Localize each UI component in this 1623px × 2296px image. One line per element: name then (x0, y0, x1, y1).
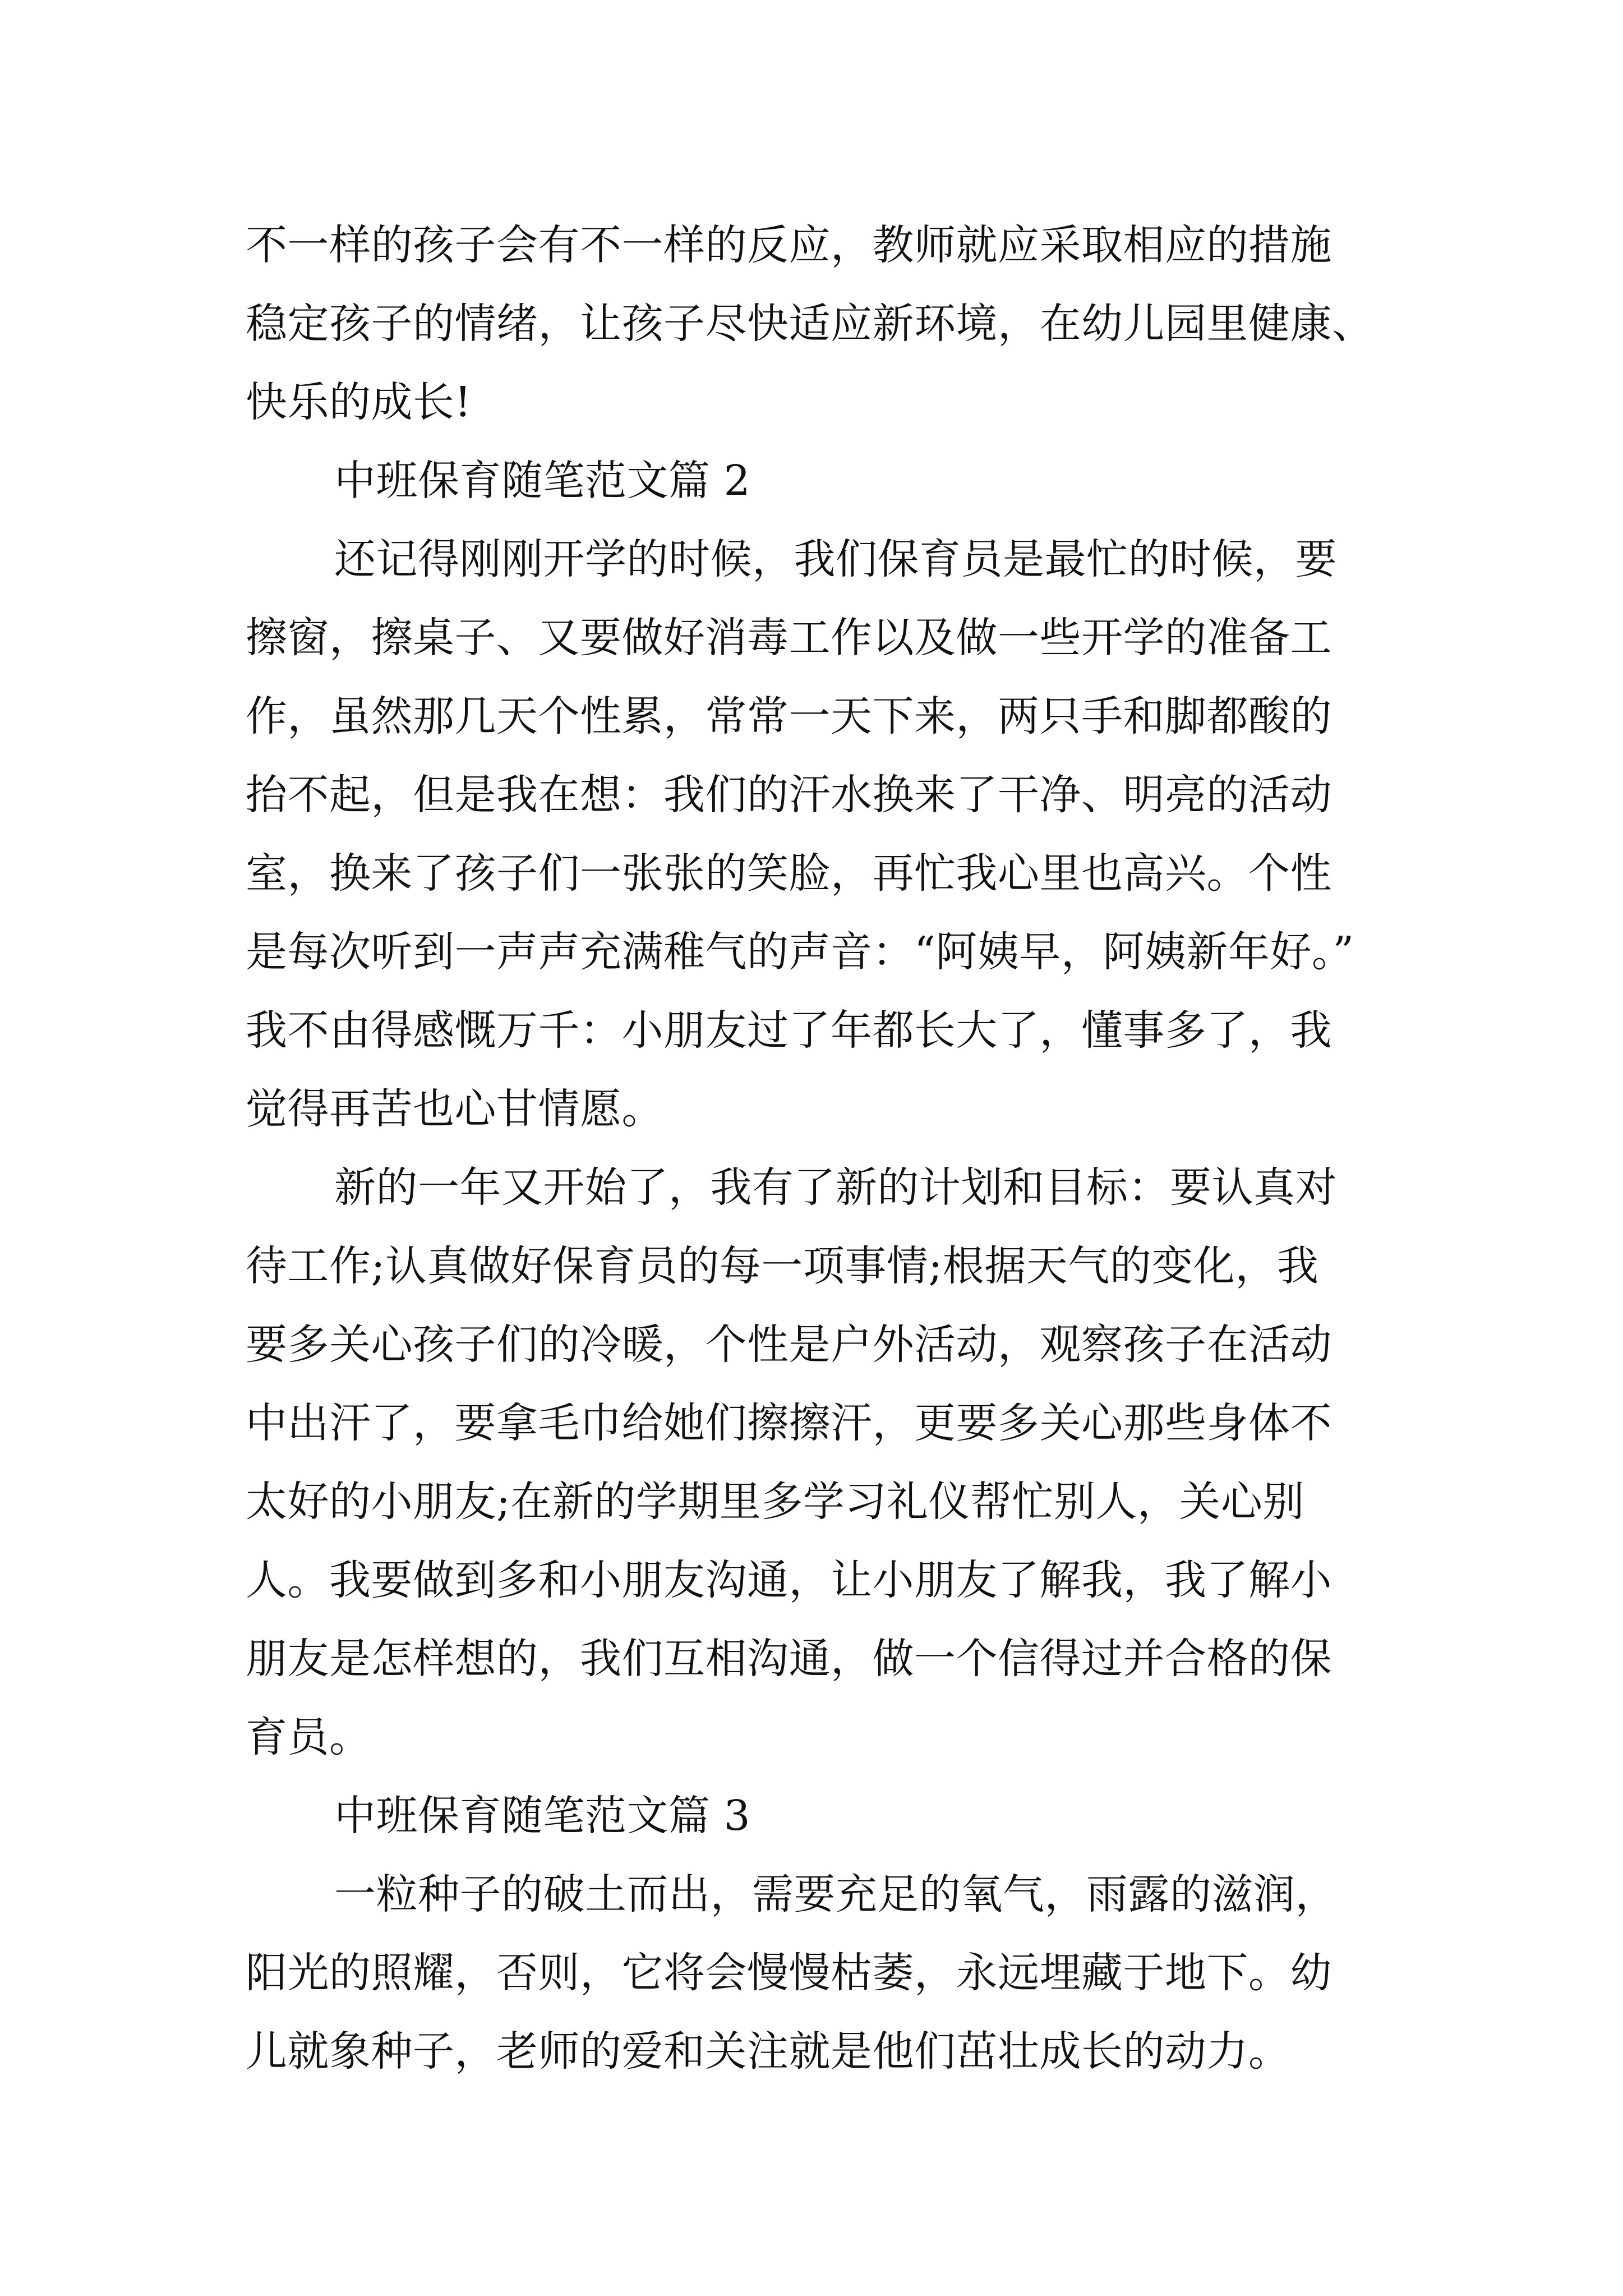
text-line: 不一样的孩子会有不一样的反应，教师就应采取相应的措施 (246, 221, 1332, 269)
section-heading: 中班保育随笔范文篇 2 (334, 457, 751, 505)
text-line: 室，换来了孩子们一张张的笑脸，再忙我心里也高兴。个性 (246, 849, 1332, 898)
text-line: 新的一年又开始了，我有了新的计划和目标：要认真对 (334, 1163, 1337, 1212)
text-line: 要多关心孩子们的冷暖，个性是户外活动，观察孩子在活动 (246, 1320, 1332, 1369)
text-line: 朋友是怎样想的，我们互相沟通，做一个信得过并合格的保 (246, 1635, 1332, 1683)
text-line: 待工作;认真做好保育员的每一项事情;根据天气的变化，我 (246, 1242, 1319, 1290)
text-line: 育员。 (246, 1713, 371, 1761)
section-heading: 中班保育随笔范文篇 3 (334, 1792, 751, 1840)
text-line: 快乐的成长! (246, 378, 472, 426)
text-line: 是每次听到一声声充满稚气的声音：“阿姨早，阿姨新年好。” (246, 928, 1354, 976)
text-line: 人。我要做到多和小朋友沟通，让小朋友了解我，我了解小 (246, 1556, 1332, 1604)
text-line: 儿就象种子，老师的爱和关注就是他们茁壮成长的动力。 (246, 2027, 1290, 2076)
text-line: 中出汗了，要拿毛巾给她们擦擦汗，更要多关心那些身体不 (246, 1399, 1332, 1447)
text-line: 觉得再苦也心甘情愿。 (246, 1085, 663, 1133)
text-line: 抬不起，但是我在想：我们的汗水换来了干净、明亮的活动 (246, 771, 1332, 819)
text-line: 一粒种子的破土而出，需要充足的氧气，雨露的滋润， (334, 1870, 1337, 1918)
text-line: 我不由得感慨万千：小朋友过了年都长大了，懂事多了，我 (246, 1006, 1332, 1055)
text-line: 还记得刚刚开学的时候，我们保育员是最忙的时候，要 (334, 535, 1337, 583)
text-line: 作，虽然那几天个性累，常常一天下来，两只手和脚都酸的 (246, 692, 1332, 740)
text-line: 阳光的照耀，否则，它将会慢慢枯萎，永远埋藏于地下。幼 (246, 1949, 1332, 1997)
text-line: 稳定孩子的情绪，让孩子尽快适应新环境，在幼儿园里健康、 (246, 300, 1374, 348)
text-line: 擦窗，擦桌子、又要做好消毒工作以及做一些开学的准备工 (246, 614, 1332, 662)
text-line: 太好的小朋友;在新的学期里多学习礼仪帮忙别人，关心别 (246, 1478, 1304, 1526)
